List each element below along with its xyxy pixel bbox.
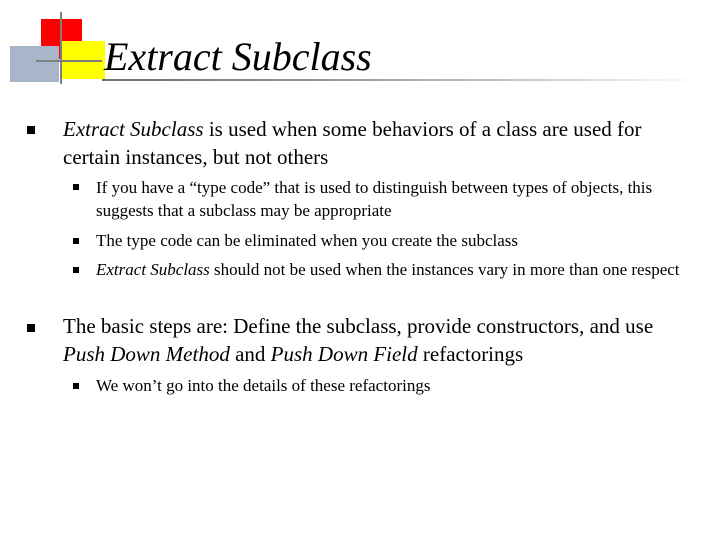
slide-title: Extract Subclass xyxy=(104,34,372,79)
sub-bullet-1-3-text xyxy=(96,258,686,281)
sub-bullet-marker xyxy=(73,267,79,273)
sub-bullet-1-2-text: The type code can be eliminated when you create the subclass xyxy=(96,231,518,250)
vertical-rule-decoration xyxy=(60,12,62,84)
title-underline xyxy=(102,79,702,81)
bullet-2-italic-a: Push Down Method xyxy=(63,342,230,366)
bullet-2-text-a: The basic steps are: Define the subclass, provide constructors, and use xyxy=(63,314,654,338)
bullet-marker xyxy=(27,324,35,332)
sub-bullet-1-3-italic-term: Extract Subclass xyxy=(96,260,210,279)
bullet-2-text xyxy=(63,312,693,368)
bullet-1-italic-term: Extract Subclass xyxy=(63,117,204,141)
sub-bullet-marker xyxy=(73,383,79,389)
bullet-2-italic-b: Push Down Field xyxy=(270,342,418,366)
sub-bullet-1-3-body: should not be used when the instances vary in more than one respect xyxy=(209,260,680,279)
bullet-1-text xyxy=(63,115,693,171)
bullet-2-text-c: refactorings xyxy=(417,342,524,366)
sub-bullet-2-1-text: We won’t go into the details of these refactorings xyxy=(96,376,431,395)
bullet-2-text-b: and xyxy=(229,342,271,366)
slide-logo-decoration xyxy=(0,0,110,90)
blue-square-decoration xyxy=(10,46,59,82)
bullet-1-body: is used when some behaviors of a class are used for certain instances, but not others xyxy=(63,117,642,169)
sub-bullet-marker xyxy=(73,238,79,244)
sub-bullet-marker xyxy=(73,184,79,190)
sub-bullet-1-1-text: If you have a “type code” that is used to distinguish between types of objects, this suggests that a subclass may be appropriate xyxy=(96,178,653,220)
bullet-marker xyxy=(27,126,35,134)
horizontal-rule-decoration xyxy=(36,60,102,62)
